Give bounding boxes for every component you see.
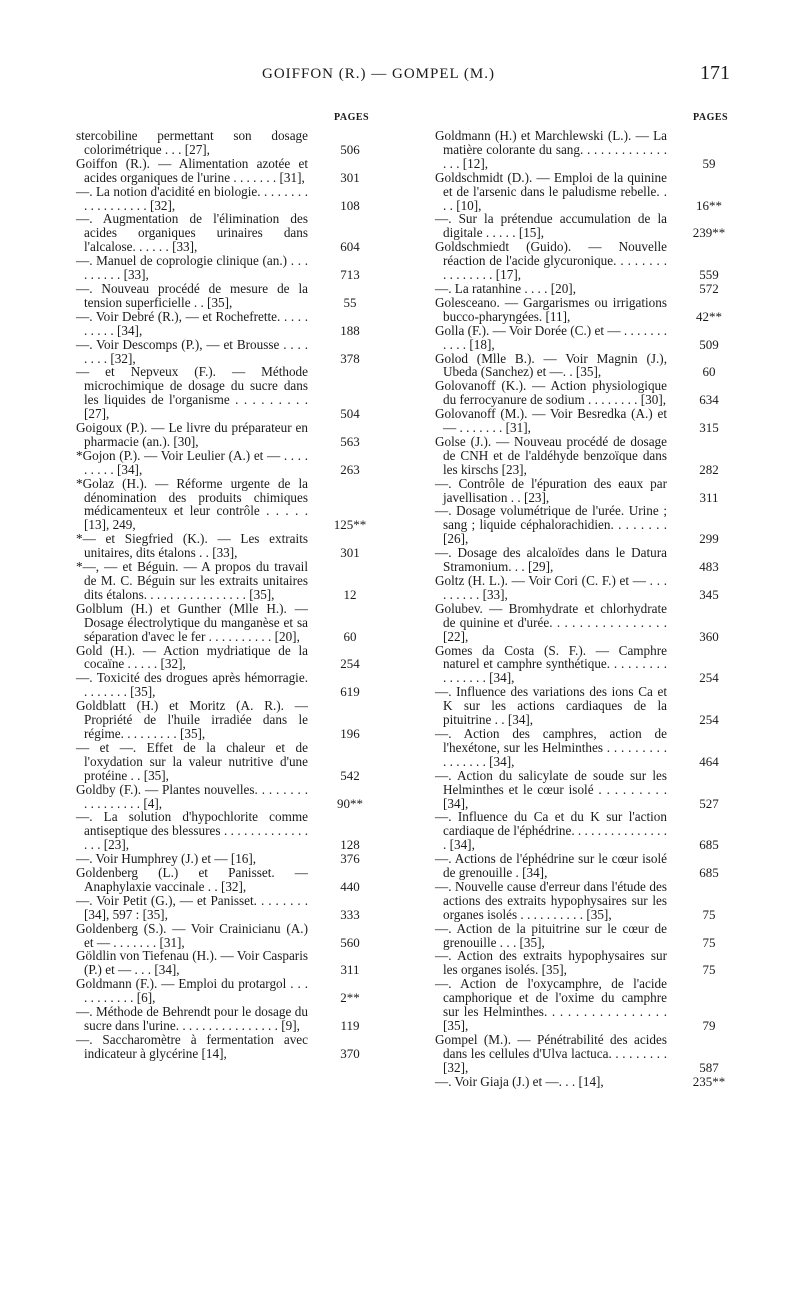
entry-text: —. Voir Giaja (J.) et —. . . [14], <box>435 1073 604 1089</box>
index-entry <box>76 602 376 644</box>
entry-text: Goldmann (H.) et Marchlewski (L.). — La matière colorante du sang. . . . . . . . . . . . . . . . [12], <box>435 128 667 171</box>
entry-text: —. Voir Debré (R.), — et Rochefrette. . . . . . . . . . [34], <box>76 308 308 338</box>
entry-page-number: 196 <box>340 725 360 741</box>
index-entry <box>76 866 376 894</box>
index-entry <box>76 421 376 449</box>
entry-page-number: 119 <box>340 1018 360 1033</box>
index-entry <box>76 310 376 338</box>
index-entry <box>435 407 735 435</box>
entry-text: Goldmann (F.). — Emploi du protargol . . . . . . . . . . . [6], <box>76 976 308 1006</box>
entry-page-number: 128 <box>340 837 360 853</box>
entry-text: — et —. Effet de la chaleur et de l'oxydation sur la valeur nutritive d'une protéine . . [35], <box>76 739 308 783</box>
index-entry <box>76 477 376 533</box>
entry-page-number: 254 <box>340 656 360 672</box>
entry-page-number: 263 <box>340 461 360 477</box>
entry-page-number: 685 <box>699 865 719 881</box>
index-entry <box>435 504 735 546</box>
index-entry <box>76 185 376 213</box>
entry-text: —. Dosage volumétrique de l'urée. Urine ; sang ; liquide céphalorachidien. . . . . . . . [26], <box>435 503 667 547</box>
index-entry <box>435 644 735 686</box>
index-entry <box>435 1033 735 1075</box>
index-entry <box>76 282 376 310</box>
entry-page-number: 75 <box>702 962 716 978</box>
entry-text: —. Sur la prétendue accumulation de la digitale . . . . . [15], <box>435 211 667 241</box>
index-entry <box>76 449 376 477</box>
entry-text: —. Toxicité des drogues après hémorragie. . . . . . . . [35], <box>76 670 308 700</box>
entry-text: Golod (Mlle B.). — Voir Magnin (J.), Ubeda (Sanchez) et —. . [35], <box>435 350 667 380</box>
index-entry <box>435 352 735 380</box>
entry-page-number: 311 <box>340 962 360 978</box>
index-entry <box>76 783 376 811</box>
entry-text: —. La solution d'hypochlorite comme antiseptique des blessures . . . . . . . . . . . . . . . . [23], <box>76 809 308 853</box>
entry-page-number: 311 <box>699 489 719 505</box>
entry-page-number: 239** <box>692 225 726 241</box>
entry-page-number: 559 <box>699 267 719 283</box>
index-entry <box>76 644 376 672</box>
pages-column-heading: PAGES <box>693 112 729 123</box>
index-entry <box>435 685 735 727</box>
entry-text: —. Actions de l'éphédrine sur le cœur isolé de grenouille . [34], <box>435 851 667 881</box>
index-entry <box>435 949 735 977</box>
page-header <box>0 60 800 90</box>
entry-text: Golla (F.). — Voir Dorée (C.) et — . . . . . . . . . . . [18], <box>435 322 667 352</box>
index-entry <box>76 894 376 922</box>
pages-column-heading: PAGES <box>334 112 370 123</box>
entry-page-number: 60 <box>702 364 716 380</box>
entry-page-number: 55 <box>343 294 357 310</box>
entry-page-number: 360 <box>699 628 719 644</box>
entry-page-number: 563 <box>340 433 360 449</box>
entry-text: Golblum (H.) et Gunther (Mlle H.). — Dosage électrolytique du manganèse et sa séparation d'avec le fer . . . . . . . . . . [20], <box>76 600 308 644</box>
entry-text: —. Action du salicylate de soude sur les Helminthes et le cœur isolé . . . . . . . . . [34], <box>435 767 667 811</box>
entry-text: Golse (J.). — Nouveau procédé de dosage de CNH et de l'aldéhyde benzoïque dans les kirschs [23], <box>435 433 667 477</box>
index-entry <box>76 741 376 783</box>
entry-page-number: 333 <box>340 906 360 922</box>
entry-text: stercobiline permettant son dosage colorimétrique . . . [27], <box>76 128 308 157</box>
entry-list <box>435 129 735 1089</box>
index-entry <box>435 212 735 240</box>
entry-page-number: 370 <box>340 1045 360 1061</box>
entry-text: —. Nouvelle cause d'erreur dans l'étude des actions des extraits hypophysaires sur les organes isolés . . . . . . . . . . [35], <box>435 878 667 922</box>
entry-list <box>76 129 376 1061</box>
entry-page-number: 254 <box>699 712 719 728</box>
index-entry <box>435 852 735 880</box>
index-entry <box>76 949 376 977</box>
entry-text: Golovanoff (M.). — Voir Besredka (A.) et — . . . . . . . [31], <box>435 406 667 436</box>
entry-text: Golesceano. — Gargarismes ou irrigations bucco-pharyngées. [11], <box>435 294 667 324</box>
entry-text: —. Méthode de Behrendt pour le dosage du sucre dans l'urine. . . . . . . . . . . . . . . . [9], <box>76 1004 308 1033</box>
entry-page-number: 542 <box>340 767 360 783</box>
entry-page-number: 125** <box>333 517 367 533</box>
index-entry <box>435 810 735 852</box>
entry-page-number: 75 <box>702 934 716 950</box>
entry-text: *—, — et Béguin. — A propos du travail de M. C. Béguin sur les extraits unitaires dits étalons. . . . . . . . . . . . . . . . [35], <box>76 559 308 602</box>
entry-page-number: 604 <box>340 239 360 255</box>
entry-page-number: 315 <box>699 420 719 436</box>
entry-text: —. Voir Humphrey (J.) et — [16], <box>76 851 257 867</box>
entry-text: Goldby (F.). — Plantes nouvelles. . . . . . . . . . . . . . . . . [4], <box>76 781 308 811</box>
entry-page-number: 587 <box>699 1059 719 1075</box>
entry-page-number: 464 <box>699 753 719 769</box>
index-entry <box>76 532 376 560</box>
index-entry <box>435 296 735 324</box>
entry-page-number: 301 <box>340 545 360 561</box>
entry-text: —. Augmentation de l'élimination des acides organiques urinaires dans l'alcalose. . . . . . [33], <box>76 211 308 255</box>
entry-page-number: 254 <box>699 670 719 686</box>
entry-text: —. Action de la pituitrine sur le cœur de grenouille . . . [35], <box>435 920 667 950</box>
entry-page-number: 59 <box>702 155 716 171</box>
entry-text: Gold (H.). — Action mydriatique de la cocaïne . . . . . [32], <box>76 642 308 672</box>
entry-page-number: 509 <box>699 336 719 352</box>
entry-text: Goldblatt (H.) et Moritz (A. R.). — Propriété de l'huile irradiée dans le régime. . . . . . . . . [35], <box>76 698 308 741</box>
index-entry <box>76 1033 376 1061</box>
entry-text: —. Manuel de coprologie clinique (an.) . . . . . . . . . [33], <box>76 253 308 283</box>
entry-text: Goldschmidt (D.). — Emploi de la quinine et de l'arsenic dans le paludisme rebelle. . . . [10], <box>435 169 667 213</box>
index-entry <box>435 727 735 769</box>
entry-page-number: 345 <box>699 586 719 602</box>
entry-text: Gompel (M.). — Pénétrabilité des acides dans les cellules d'Ulva lactuca. . . . . . . . . [32], <box>435 1031 667 1075</box>
entry-page-number: 42** <box>696 308 722 324</box>
index-entry <box>435 1075 735 1089</box>
entry-text: Golubev. — Bromhydrate et chlorhydrate de quinine et d'urée. . . . . . . . . . . . . . . . [22], <box>435 600 667 644</box>
entry-text: —. Voir Descomps (P.), — et Brousse . . . . . . . . [32], <box>76 336 308 366</box>
index-entry <box>76 699 376 741</box>
entry-page-number: 685 <box>699 837 719 853</box>
entry-page-number: 572 <box>699 280 719 296</box>
entry-page-number: 16** <box>696 197 722 213</box>
entry-text: Goigoux (P.). — Le livre du préparateur en pharmacie (an.). [30], <box>76 420 308 449</box>
index-entry <box>435 171 735 213</box>
index-entry <box>435 922 735 950</box>
entry-page-number: 60 <box>343 628 357 644</box>
entry-page-number: 378 <box>340 350 360 366</box>
entry-text: Goltz (H. L.). — Voir Cori (C. F.) et — . . . . . . . . . [33], <box>435 573 667 602</box>
entry-page-number: 282 <box>699 461 719 477</box>
index-entry <box>76 977 376 1005</box>
index-entry <box>435 546 735 574</box>
entry-page-number: 75 <box>702 906 716 922</box>
index-entry <box>76 129 376 157</box>
entry-text: — et Nepveux (F.). — Méthode microchimique de dosage du sucre dans les liquides de l'organisme . . . . . . . . . [27], <box>76 364 308 422</box>
entry-page-number: 235** <box>692 1073 726 1089</box>
index-entry <box>435 977 735 1033</box>
index-entry <box>435 477 735 505</box>
entry-text: Goldenberg (L.) et Panisset. — Anaphylaxie vaccinale . . [32], <box>76 865 308 894</box>
entry-text: —. Dosage des alcaloïdes dans le Datura Stramonium. . . [29], <box>435 545 667 575</box>
entry-page-number: 188 <box>340 322 360 338</box>
entry-text: —. Action des camphres, action de l'hexétone, sur les Helminthes . . . . . . . . . . . . . . . . [34], <box>435 725 667 769</box>
index-entry <box>435 379 735 407</box>
entry-text: Göldlin von Tiefenau (H.). — Voir Casparis (P.) et — . . . [34], <box>76 948 308 978</box>
entry-page-number: 483 <box>699 559 719 575</box>
entry-text: *Golaz (H.). — Réforme urgente de la dénomination des produits chimiques médicamenteux et leur contrôle . . . . . [13], 249, <box>76 475 308 533</box>
entry-text: *Gojon (P.). — Voir Leulier (A.) et — . . . . . . . . . [34], <box>76 447 308 477</box>
entry-text: Goldenberg (S.). — Voir Crainicianu (A.) et — . . . . . . . [31], <box>76 920 308 950</box>
entry-page-number: 713 <box>340 267 360 283</box>
entry-page-number: 619 <box>340 684 360 700</box>
entry-text: —. La ratanhine . . . . [20], <box>435 280 576 296</box>
index-entry <box>76 1005 376 1033</box>
entry-page-number: 299 <box>699 531 719 547</box>
running-title: GOIFFON (R.) — GOMPEL (M.) <box>262 66 495 82</box>
index-entry <box>76 671 376 699</box>
entry-text: Golovanoff (K.). — Action physiologique du ferrocyanure de sodium . . . . . . . . [30], <box>435 378 667 408</box>
entry-text: —. Influence du Ca et du K sur l'action cardiaque de l'éphédrine. . . . . . . . . . . . . . . . [34], <box>435 809 667 853</box>
entry-page-number: 2** <box>340 990 360 1006</box>
index-entry <box>76 157 376 185</box>
index-entry <box>435 435 735 477</box>
entry-text: —. Saccharomètre à fermentation avec indicateur à glycérine [14], <box>76 1031 308 1061</box>
entry-text: Gomes da Costa (S. F.). — Camphre naturel et camphre synthétique. . . . . . . . . . . . . . . . [34], <box>435 642 667 686</box>
entry-text: —. Action de l'oxycamphre, de l'acide camphorique et de l'oxime du camphre sur les Helminthes. . . . . . . . . . . . . . . . [35], <box>435 976 667 1033</box>
entry-page-number: 108 <box>340 197 360 213</box>
index-entry <box>435 602 735 644</box>
index-entry <box>76 922 376 950</box>
index-entry <box>435 574 735 602</box>
entry-page-number: 527 <box>699 795 719 811</box>
entry-text: —. La notion d'acidité en biologie. . . . . . . . . . . . . . . . . . [32], <box>76 183 308 213</box>
index-entry <box>435 324 735 352</box>
entry-text: —. Contrôle de l'épuration des eaux par javellisation . . [23], <box>435 475 667 505</box>
page-number: 171 <box>700 62 730 84</box>
entry-page-number: 79 <box>702 1018 716 1033</box>
index-entry <box>435 240 735 282</box>
index-entry <box>76 810 376 852</box>
entry-text: —. Influence des variations des ions Ca et K sur les actions cardiaques de la pituitrine . . [34], <box>435 684 667 728</box>
entry-page-number: 634 <box>699 392 719 408</box>
index-entry <box>435 880 735 922</box>
index-entry <box>76 852 376 866</box>
entry-page-number: 376 <box>340 851 360 867</box>
index-entry <box>435 129 735 171</box>
index-entry <box>76 560 376 602</box>
index-entry <box>435 282 735 296</box>
entry-page-number: 301 <box>340 169 360 185</box>
index-entry <box>435 769 735 811</box>
entry-text: —. Action des extraits hypophysaires sur les organes isolés. [35], <box>435 948 667 978</box>
entry-text: *— et Siegfried (K.). — Les extraits unitaires, dits étalons . . [33], <box>76 531 308 561</box>
entry-page-number: 504 <box>340 406 360 422</box>
entry-page-number: 440 <box>340 878 360 894</box>
index-entry <box>76 338 376 366</box>
entry-text: Goiffon (R.). — Alimentation azotée et acides organiques de l'urine . . . . . . . [31], <box>76 155 308 185</box>
entry-page-number: 560 <box>340 934 360 950</box>
index-entry <box>76 365 376 421</box>
index-entry <box>76 212 376 254</box>
entry-page-number: 90** <box>337 795 363 811</box>
entry-text: —. Voir Petit (G.), — et Panisset. . . . . . . . [34], 597 : [35], <box>76 892 308 922</box>
entry-text: —. Nouveau procédé de mesure de la tension superficielle . . [35], <box>76 280 308 310</box>
index-entry <box>76 254 376 282</box>
entry-page-number: 12 <box>343 586 357 602</box>
entry-page-number: 506 <box>340 141 360 157</box>
entry-text: Goldschmiedt (Guido). — Nouvelle réaction de l'acide glycuronique. . . . . . . . . . . . . . . . [17], <box>435 239 667 283</box>
